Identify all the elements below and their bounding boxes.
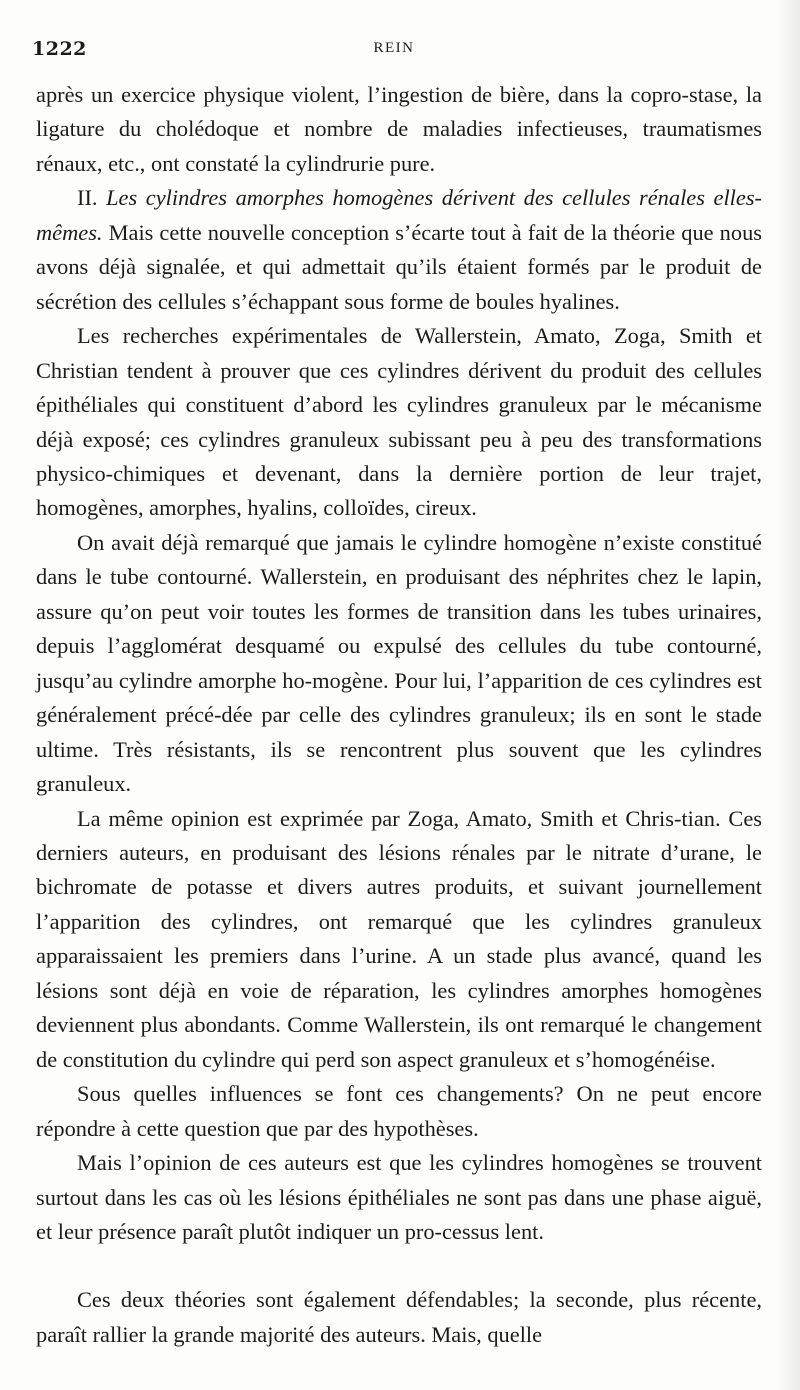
paragraph-8: Ces deux théories sont également défendables; la seconde, plus récente, paraît rallier la grande majorité des auteurs. Mais, quelle [36, 1287, 762, 1347]
paragraph-4: On avait déjà remarqué que jamais le cylindre homogène n’existe constitué dans le tube contourné. Wallerstein, en produisant des néphrites chez le lapin, assure qu’on peut voir toutes les formes de transition dans les tubes urinaires, depuis l’agglomérat desquamé ou expulsé des cellules du tube contourné, jusqu’au cylindre amorphe ho-mogène. Pour lui, l’apparition de ces cylindres est généralement précé-dée par celle des cylindres granuleux; ils en sont le stade ultime. Très résistants, ils se rencontrent plus souvent que les cylindres granuleux. [36, 529, 762, 797]
body-text [36, 78, 762, 1352]
paragraph-3: Les recherches expérimentales de Wallerstein, Amato, Zoga, Smith et Christian tendent à prouver que ces cylindres dérivent du produit des cellules épithéliales qui constituent d’abord les cylindres granuleux par le mécanisme déjà exposé; ces cylindres granuleux subissant peu à peu des transformations physico-chimiques et devenant, dans la dernière portion de leur trajet, homogènes, amorphes, hyalins, colloïdes, cireux. [36, 323, 762, 521]
paragraph-6: Sous quelles influences se font ces changements? On ne peut encore répondre à cette question que par des hypothèses. [36, 1081, 762, 1141]
running-title: REIN [373, 40, 415, 56]
section-heading-italic: Les cylindres amorphes homogènes dérivent des cellules rénales elles-mêmes. [36, 185, 762, 245]
paragraph-2-text: Mais cette nouvelle conception s’écarte tout à fait de la théorie que nous avons déjà signalée, et qui admettait qu’ils étaient formés par le produit de sécrétion des cellules s’échappant sous forme de boules hyalines. [36, 219, 762, 314]
paragraph-5: La même opinion est exprimée par Zoga, Amato, Smith et Chris-tian. Ces derniers auteurs, en produisant des lésions rénales par le nitrate d’urane, le bichromate de potasse et divers autres produits, et suivant journellement l’apparition des cylindres, ont remarqué que les cylindres granuleux apparaissaient les premiers dans l’urine. A un stade plus avancé, quand les lésions sont déjà en voie de réparation, les cylindres amorphes homogènes deviennent plus abondants. Comme Wallerstein, ils ont remarqué le changement de constitution du cylindre qui perd son aspect granuleux et s’homogénéise. [36, 805, 762, 1072]
paragraph-1: après un exercice physique violent, l’ingestion de bière, dans la copro-stase, la ligature du cholédoque et nombre de maladies infectieuses, traumatismes rénaux, etc., ont constaté la cylindrurie pure. [36, 82, 762, 176]
page-number: 1222 [32, 38, 87, 60]
paragraph-2 [36, 181, 762, 319]
running-head [28, 38, 760, 62]
section-number: II. [77, 185, 98, 211]
paragraph-7: Mais l’opinion de ces auteurs est que les cylindres homogènes se trouvent surtout dans les cas où les lésions épithéliales ne sont pas dans une phase aiguë, et leur présence paraît plutôt indiquer un pro-cessus lent. [36, 1150, 762, 1244]
page-edge-shadow [776, 0, 800, 1390]
